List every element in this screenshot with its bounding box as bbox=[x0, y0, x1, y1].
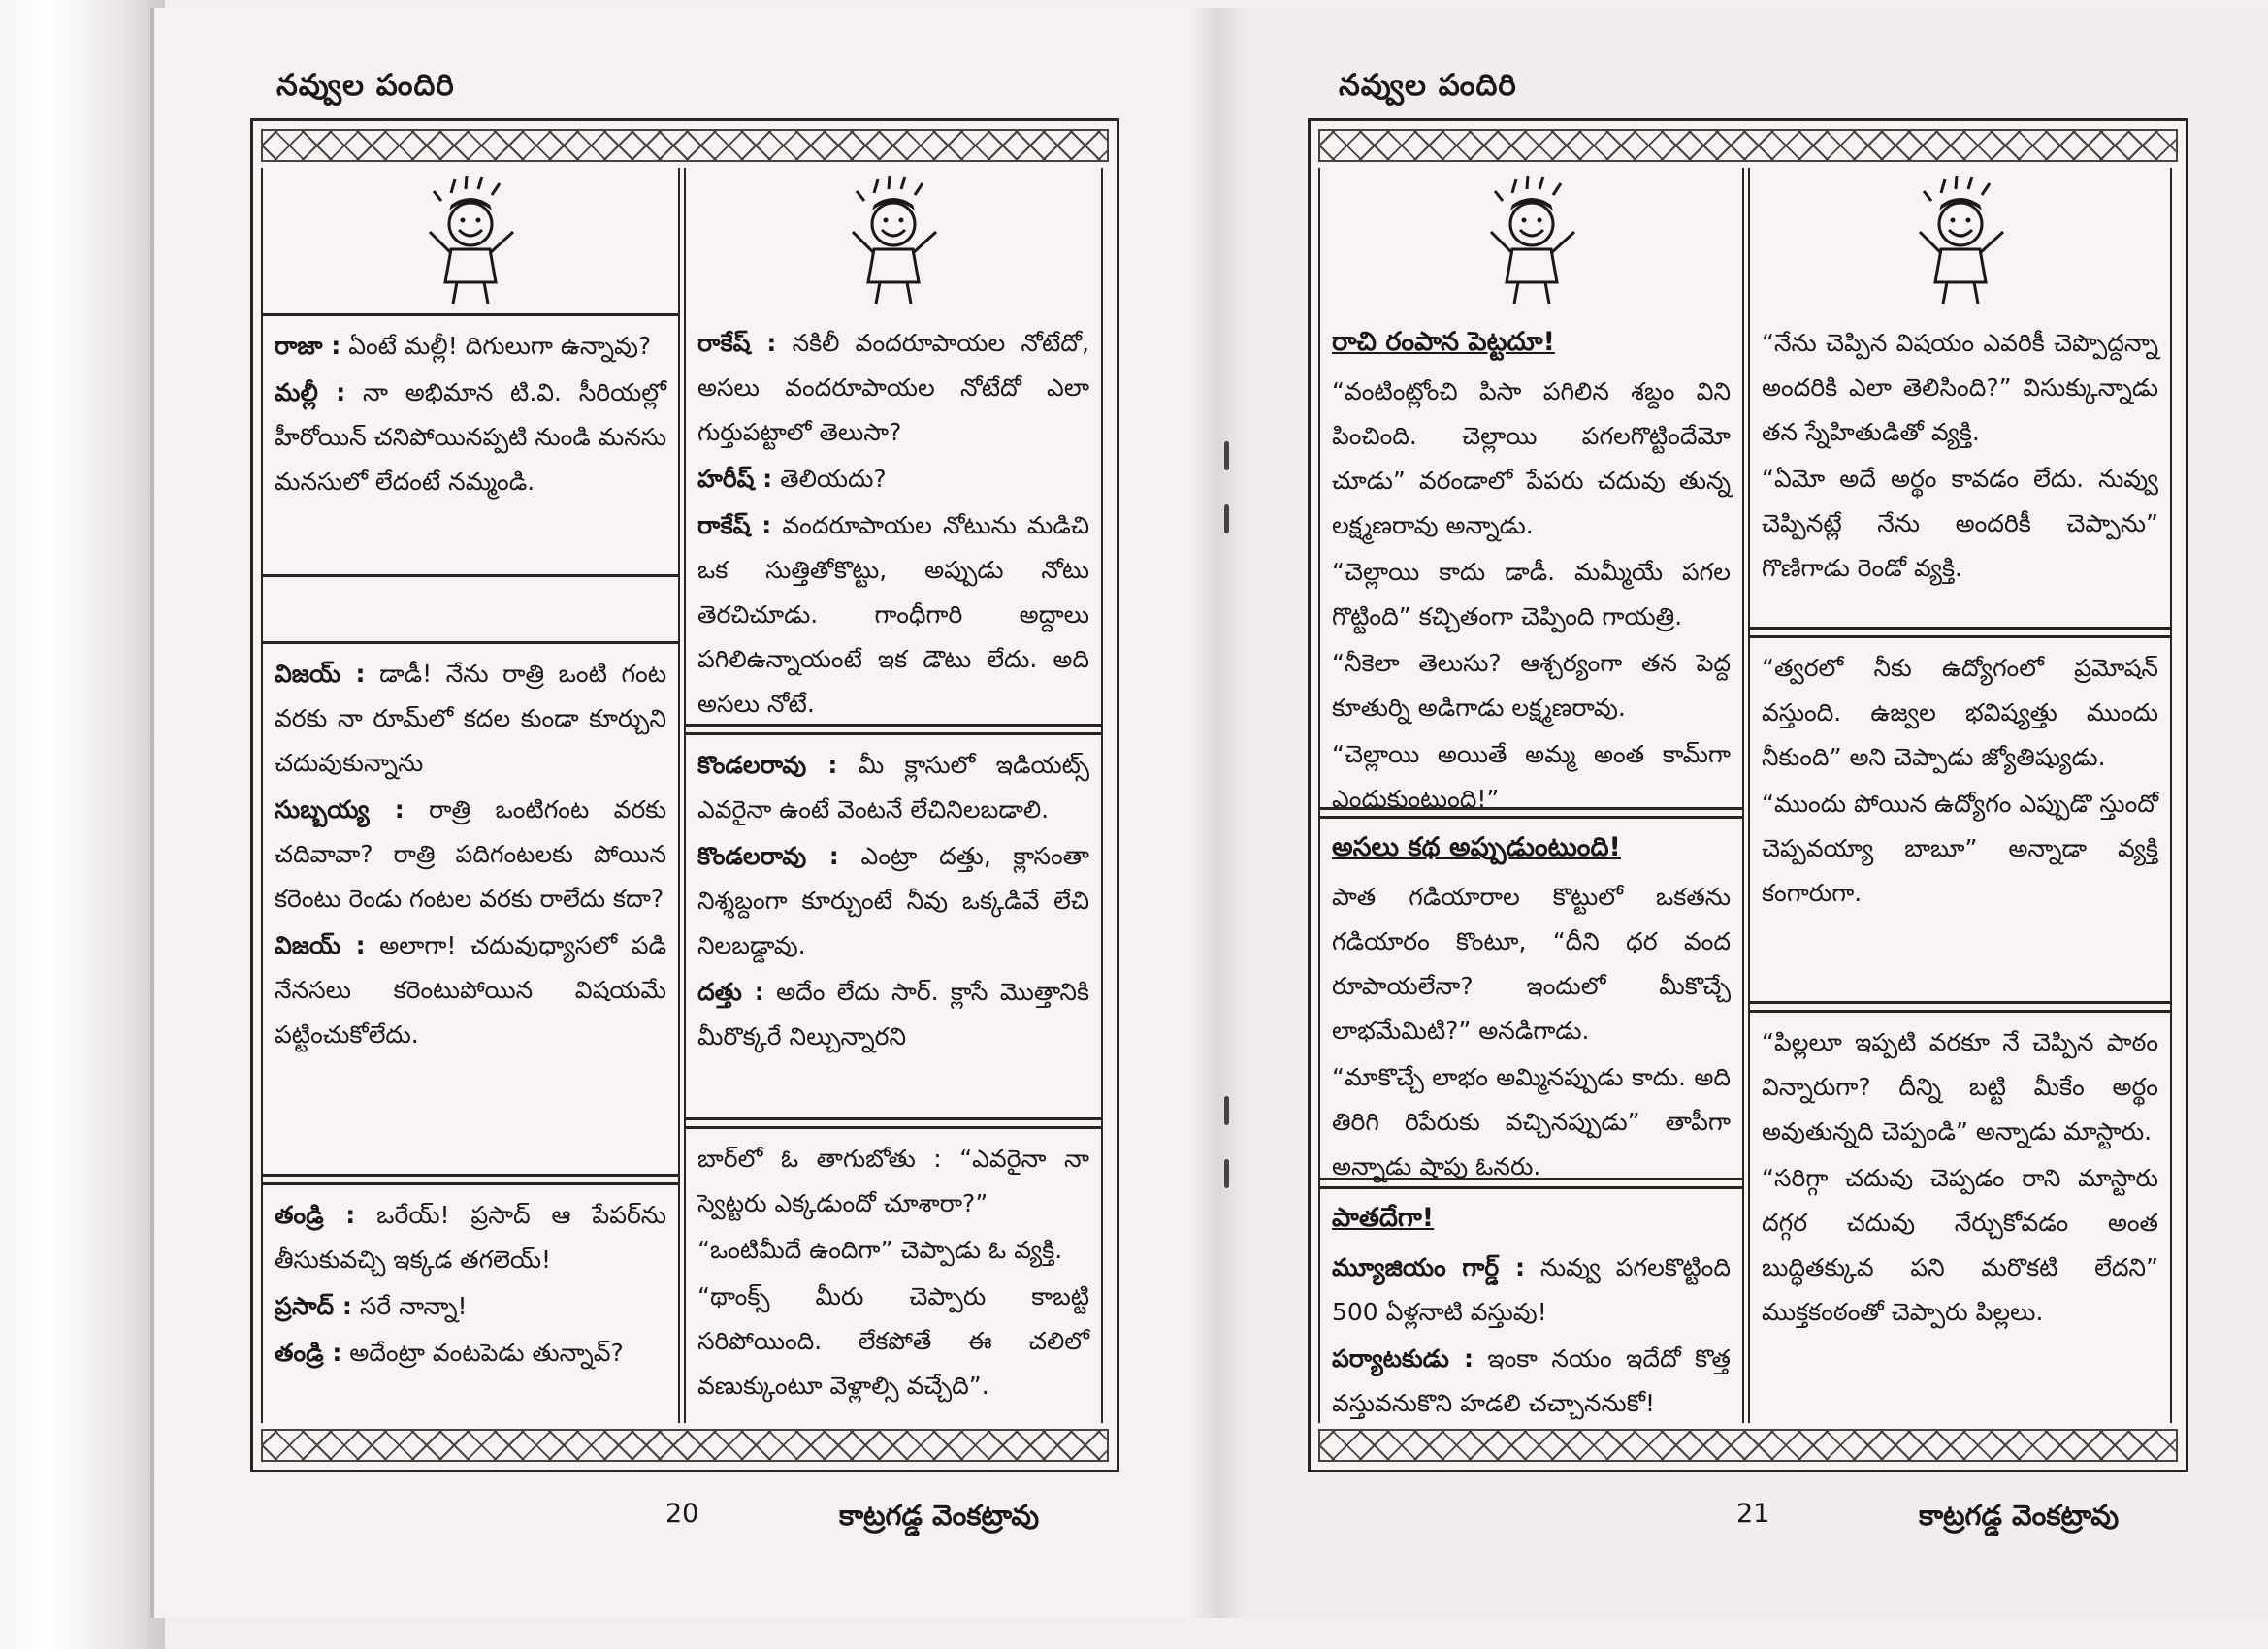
speaker: మ్యూజియం గార్డ్ : bbox=[1332, 1253, 1525, 1281]
binding-hole bbox=[1224, 1096, 1229, 1125]
joke-box bbox=[1750, 1010, 2170, 1415]
dialogue-text: మీ క్లాసులో ఇడియట్స్ ఎవరైనా ఉంటే వెంటనే లేచినిలబడాలి. bbox=[697, 751, 1089, 824]
joke-box bbox=[1750, 635, 2170, 1004]
dialogue-text: “ముందు పోయిన ఉద్యోగం ఎప్పుడొ స్తుందో చెప్పవయ్యా బాబూ” అన్నాడా వ్యక్తి కంగారుగా. bbox=[1762, 790, 2158, 907]
speaker: కొండలరావు : bbox=[697, 842, 839, 870]
binding-hole bbox=[1224, 441, 1229, 470]
dialogue-text: రాత్రి ఒంటిగంట వరకు చదివావా? రాత్రి పదిగంటలకు పోయిన కరెంటు రెండు గంటల వరకు రాలేదు కదా? bbox=[275, 795, 666, 913]
speaker: హరీష్ : bbox=[697, 465, 773, 493]
speaker: పర్యాటకుడు : bbox=[1332, 1344, 1474, 1373]
dialogue-text: “చెల్లాయి అయితే అమ్మ అంత కామ్‌గా ఎందుకుంటుంది!” bbox=[1332, 740, 1731, 813]
speaker: ప్రసాద్ : bbox=[275, 1292, 352, 1320]
dialogue-text: “మాకొచ్చే లాభం అమ్మినప్పుడు కాదు. అది తిరిగి రిపేరుకు వచ్చినప్పుడు” తాపీగా అన్నాడు షాపు ఓనరు. bbox=[1332, 1063, 1731, 1180]
joke-title: పాతదేగా! bbox=[1332, 1203, 1435, 1233]
speaker: రాకేష్ : bbox=[697, 511, 772, 539]
right-page-frame bbox=[1308, 118, 2188, 1472]
decorative-border-top bbox=[261, 129, 1109, 162]
speaker: తండ్రి : bbox=[275, 1339, 342, 1367]
dialogue-text: సరే నాన్నా! bbox=[359, 1292, 468, 1320]
dialogue-text: “పిల్లలూ ఇప్పటి వరకూ నే చెప్పిన పాఠం విన్నారుగా? దీన్ని బట్టి మీకేం అర్థం అవుతున్నది చెప్పండి” అన్నాడు మాస్టారు. bbox=[1762, 1028, 2158, 1146]
dialogue-text: వందరూపాయల నోటును మడిచి ఒక సుత్తితోకొట్టు, అప్పుడు నోటు తెరచిచూడు. గాంధీగారి అద్దాలు పగిలిఉన్నాయంటే ఇక డౌటు లేదు. అది అసలు నోటే. bbox=[697, 511, 1089, 718]
left-page-number: 20 bbox=[665, 1499, 699, 1529]
dialogue-text: నువ్వు పగలకొట్టింది 500 ఏళ్లనాటి వస్తువు! bbox=[1332, 1253, 1731, 1326]
left-running-title: నవ్వుల పందిరి bbox=[276, 68, 455, 103]
speaker: విజయ్ : bbox=[275, 660, 366, 688]
speaker: సుబ్బయ్య : bbox=[275, 795, 405, 824]
dialogue-text: “థాంక్స్ మీరు చెప్పారు కాబట్టి సరిపోయింది. లేకపోతే ఈ చలిలో వణుక్కుంటూ వెళ్లాల్సి వచ్చేది”. bbox=[697, 1282, 1089, 1400]
joke-title: రాచి రంపాన పెట్టదూ! bbox=[1332, 327, 1555, 357]
dialogue-text: అదేం లేదు సార్. క్లాసే మొత్తానికి మీరొక్కరే నిల్చున్నారని bbox=[697, 978, 1090, 1051]
joke-box bbox=[686, 732, 1101, 1120]
dialogue-text: “ఏమో అదే అర్థం కావడం లేదు. నువ్వు చెప్పినట్లే నేను అందరికీ చెప్పాను” గొణిగాడు రెండో వ్యక్తి. bbox=[1762, 465, 2158, 582]
right-page-column-2 bbox=[1748, 168, 2172, 1423]
left-page-column-2 bbox=[684, 168, 1103, 1423]
dialogue-text: ఒరేయ్! ప్రసాద్ ఆ పేపర్‌ను తీసుకువచ్చి ఇక్కడ తగలెయ్! bbox=[275, 1201, 666, 1274]
left-author-name: కాట్రగడ్డ వెంకట్రావు bbox=[839, 1499, 1040, 1532]
dialogue-text: అదేంట్రా వంటపెడు తున్నావ్? bbox=[349, 1339, 624, 1367]
dialogue-text: “నేను చెప్పిన విషయం ఎవరికీ చెప్పొద్దన్నా అందరికి ఎలా తెలిసింది?” విసుక్కున్నాడు తన స్నేహితుడితో వ్యక్తి. bbox=[1762, 329, 2158, 446]
decorative-border-bottom bbox=[261, 1429, 1109, 1462]
joke-box bbox=[686, 313, 1101, 727]
joke-box bbox=[1750, 313, 2170, 630]
joke-box bbox=[1320, 816, 1742, 1180]
dialogue-text: బార్‌లో ఓ తాగుబోతు : “ఎవరైనా నా స్వెట్టరు ఎక్కడుందో చూశారా?” bbox=[697, 1145, 1089, 1217]
dialogue-text: “నీకెలా తెలుసు? ఆశ్చర్యంగా తన పెద్ద కూతుర్ని అడిగాడు లక్ష్మణరావు. bbox=[1332, 649, 1731, 722]
dialogue-text: తెలియదు? bbox=[780, 465, 887, 493]
book-gutter bbox=[1188, 8, 1247, 1618]
joke-box bbox=[1320, 313, 1742, 813]
left-page-frame bbox=[250, 118, 1119, 1472]
right-page-number: 21 bbox=[1736, 1499, 1770, 1529]
binding-hole bbox=[1224, 504, 1229, 534]
dialogue-text: “సరిగ్గా చదువు చెప్పడం రాని మాస్టారు దగ్గర చదువు నేర్చుకోవడం అంత బుద్ధితక్కువ పని మరొకటి లేదని” ముక్తకంఠంతో చెప్పారు పిల్లలు. bbox=[1762, 1164, 2158, 1326]
dialogue-text: ఇంకా నయం ఇదేదో కొత్త వస్తువనుకొని హడలి చచ్చాననుకో! bbox=[1332, 1344, 1731, 1417]
speaker: రాజా : bbox=[275, 332, 341, 360]
right-page-column-1 bbox=[1318, 168, 1744, 1423]
dialogue-text: “త్వరలో నీకు ఉద్యోగంలో ప్రమోషన్ వస్తుంది. ఉజ్వల భవిష్యత్తు ముందు నీకుంది” అని చెప్పాడు జ్యోతిష్యుడు. bbox=[1762, 654, 2158, 771]
dialogue-text: ఎంట్రా దత్తు, క్లాసంతా నిశ్శబ్దంగా కూర్చుంటే నీవు ఒక్కడివే లేచి నిలబడ్డావు. bbox=[697, 842, 1089, 959]
dialogue-text: ఏంటే మల్లీ! దిగులుగా ఉన్నావు? bbox=[348, 332, 652, 360]
decorative-border-top bbox=[1318, 129, 2178, 162]
speaker: మల్లీ : bbox=[275, 378, 346, 406]
left-page-column-1 bbox=[261, 168, 680, 1423]
speaker: కొండలరావు : bbox=[697, 751, 838, 779]
binding-hole bbox=[1224, 1159, 1229, 1188]
dialogue-text: “వంటింట్లోంచి పిసా పగిలిన శబ్దం విని పించింది. చెల్లాయి పగలగొట్టిందేమో చూడు” వరండాలో పేపరు చదువు తున్న లక్ష్మణరావు అన్నాడు. bbox=[1332, 377, 1731, 539]
speaker: తండ్రి : bbox=[275, 1201, 356, 1229]
joke-box bbox=[263, 1182, 678, 1415]
dialogue-text: నా అభిమాన టి.వి. సీరియల్లో హీరోయిన్ చనిపోయినప్పటి నుండి మనసు మనసులో లేదంటే నమ్మండి. bbox=[275, 378, 666, 496]
joke-box bbox=[263, 641, 678, 1177]
dialogue-text: “చెల్లాయి కాదు డాడీ. మమ్మీయే పగల గొట్టింది” కచ్చితంగా చెప్పింది గాయత్రి. bbox=[1332, 558, 1731, 630]
dialogue-text: “ఒంటిమీదే ఉందిగా” చెప్పాడు ఓ వ్యక్తి. bbox=[697, 1236, 1063, 1264]
decorative-border-bottom bbox=[1318, 1429, 2178, 1462]
speaker: విజయ్ : bbox=[275, 931, 366, 959]
laughing-boy-icon bbox=[1902, 174, 2019, 309]
laughing-boy-icon bbox=[1474, 174, 1590, 309]
speaker: దత్తు : bbox=[697, 978, 764, 1006]
dialogue-text: నకిలీ వందరూపాయల నోటేదో, అసలు వందరూపాయల నోటేదో ఎలా గుర్తుపట్టాలో తెలుసా? bbox=[697, 329, 1089, 446]
right-running-title: నవ్వుల పందిరి bbox=[1339, 68, 1517, 103]
joke-box bbox=[1320, 1186, 1742, 1415]
dialogue-text: పాత గడియారాల కొట్టులో ఒకతను గడియారం కొంటూ, “దీని ధర వంద రూపాయలేనా? ఇందులో మీకొచ్చే లాభమేమిటి?” అనడిగాడు. bbox=[1332, 883, 1731, 1045]
joke-box bbox=[263, 313, 678, 577]
speaker: రాకేష్ : bbox=[697, 329, 777, 357]
dialogue-text: అలాగా! చదువుధ్యాసలో పడి నేనసలు కరెంటుపోయిన విషయమే పట్టించుకోలేదు. bbox=[275, 931, 666, 1049]
right-author-name: కాట్రగడ్డ వెంకట్రావు bbox=[1919, 1499, 2120, 1532]
laughing-boy-icon bbox=[835, 174, 952, 309]
joke-box bbox=[686, 1126, 1101, 1417]
book-edge-shadow bbox=[0, 0, 165, 1649]
laughing-boy-icon bbox=[412, 174, 529, 309]
joke-title: అసలు కథ అప్పుడుంటుంది! bbox=[1332, 832, 1621, 862]
dialogue-text: డాడీ! నేను రాత్రి ఒంటి గంట వరకు నా రూమ్‌లో కదల కుండా కూర్చుని చదువుకున్నాను bbox=[275, 660, 667, 777]
